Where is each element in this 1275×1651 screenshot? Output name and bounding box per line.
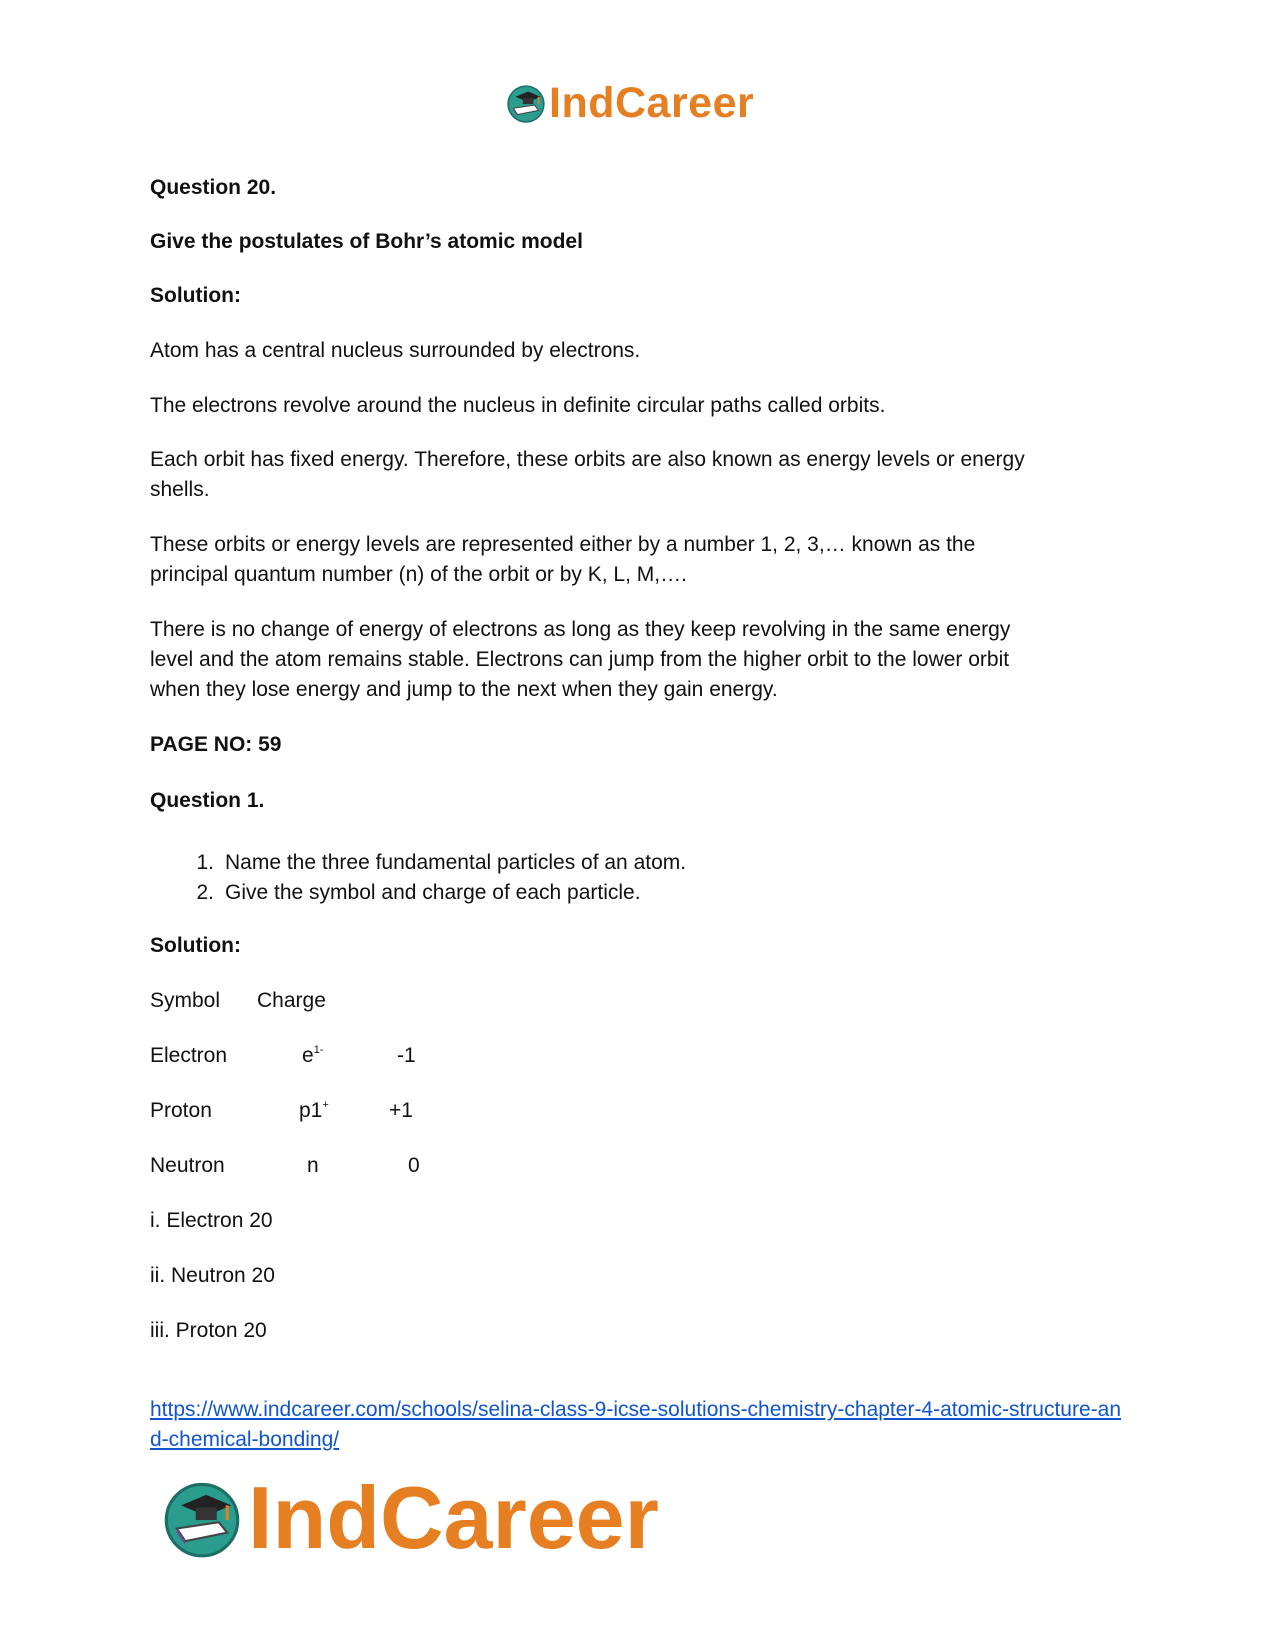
solution-paragraph-3-line-1: Each orbit has fixed energy. Therefore, these orbits are also known as energy levels or energy: [150, 448, 1025, 471]
question-1-list: [150, 848, 686, 908]
list-item: [150, 848, 686, 878]
answer-item: iii. Proton 20: [150, 1319, 267, 1342]
list-item: [150, 878, 686, 908]
header-logo: [505, 78, 754, 128]
solution-paragraph-5-line-3: when they lose energy and jump to the next when they gain energy.: [150, 678, 778, 701]
source-link[interactable]: https://www.indcareer.com/schools/selina-class-9-icse-solutions-chemistry-chapter-4-atomic-structure-and-chemical-bonding/: [150, 1398, 1121, 1451]
solution-paragraph-4-line-2: principal quantum number (n) of the orbit or by K, L, M,….: [150, 563, 687, 586]
list-item-number: 1.: [196, 851, 214, 874]
answer-item: ii. Neutron 20: [150, 1264, 275, 1287]
solution-paragraph-5-line-1: There is no change of energy of electrons as long as they keep revolving in the same energy: [150, 618, 1011, 641]
solution-paragraph-4-line-1: These orbits or energy levels are represented either by a number 1, 2, 3,… known as the: [150, 533, 976, 556]
table-row-name: Electron: [150, 1044, 228, 1067]
table-row-charge: 0: [408, 1154, 420, 1177]
solution-paragraph-1: Atom has a central nucleus surrounded by electrons.: [150, 339, 641, 362]
solution-paragraph-3-line-2: shells.: [150, 478, 210, 501]
page-number-heading: PAGE NO: 59: [150, 733, 282, 756]
graduation-book-icon: [505, 82, 547, 124]
question-1-title: Question 1.: [150, 789, 265, 812]
question-20-text: Give the postulates of Bohr’s atomic model: [150, 230, 583, 253]
brand-name: IndCareer: [248, 1468, 659, 1567]
answer-item: i. Electron 20: [150, 1209, 273, 1232]
table-row-charge: -1: [397, 1044, 416, 1067]
graduation-book-icon: [160, 1476, 244, 1560]
table-row-symbol: $e^{1-}$: [302, 1044, 324, 1067]
table-header-charge: Charge: [257, 989, 326, 1012]
table-header-symbol: Symbol: [150, 989, 221, 1012]
solution-paragraph-5-line-2: level and the atom remains stable. Electrons can jump from the higher orbit to the lower orbit: [150, 648, 1010, 671]
footer-logo: [160, 1468, 659, 1568]
question-20-title: Question 20.: [150, 176, 277, 199]
table-row-name: Neutron: [150, 1154, 225, 1177]
solution-paragraph-2: The electrons revolve around the nucleus in definite circular paths called orbits.: [150, 394, 886, 417]
table-row-charge: +1: [389, 1099, 413, 1122]
list-item-text: Give the symbol and charge of each particle.: [225, 881, 641, 904]
list-item-number: 2.: [196, 881, 214, 904]
brand-name: IndCareer: [549, 78, 755, 127]
question-1-solution-label: Solution:: [150, 934, 241, 957]
table-row-symbol: p1+: [299, 1099, 329, 1122]
question-20-solution-label: Solution:: [150, 284, 241, 307]
list-item-text: Name the three fundamental particles of an atom.: [225, 851, 687, 874]
table-row-name: Proton: [150, 1099, 212, 1122]
table-row-symbol: n: [307, 1154, 319, 1177]
